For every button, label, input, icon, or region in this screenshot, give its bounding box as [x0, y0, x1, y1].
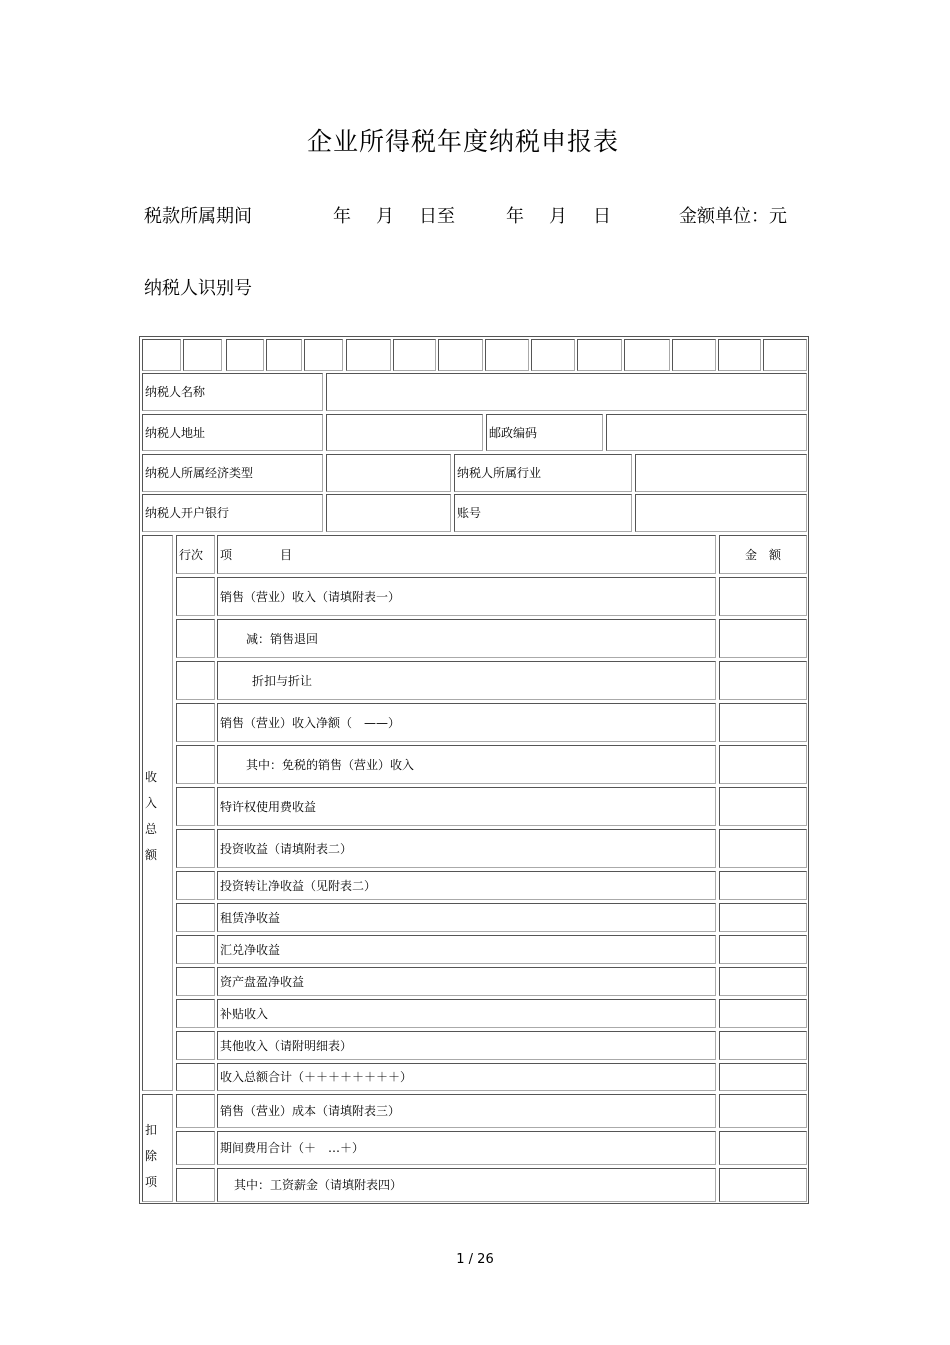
income-section-cell: [142, 535, 173, 1091]
period-month2: 月: [549, 206, 567, 227]
row-number-cell[interactable]: [176, 1063, 215, 1091]
taxpayer-name-field[interactable]: [326, 373, 807, 411]
amount-field[interactable]: [719, 577, 807, 616]
item-label: 投资收益（请填附表二）: [217, 829, 716, 868]
period-year2: 年: [506, 206, 524, 227]
account-label: 账号: [454, 494, 632, 532]
taxpayer-id-box[interactable]: [266, 339, 302, 371]
postcode-label: 邮政编码: [486, 414, 603, 451]
amount-field[interactable]: [719, 871, 807, 900]
row-number-cell[interactable]: [176, 871, 215, 900]
page-number: 1 / 26: [456, 1252, 494, 1267]
amount-field[interactable]: [719, 703, 807, 742]
period-year1: 年: [333, 206, 351, 227]
bank-label: 纳税人开户银行: [142, 494, 323, 532]
item-label: 销售（营业）成本（请填附表三）: [217, 1094, 716, 1128]
econ-type-field[interactable]: [326, 454, 451, 492]
taxpayer-id-box[interactable]: [346, 339, 391, 371]
amount-field[interactable]: [719, 1131, 807, 1165]
item-label: 租赁净收益: [217, 903, 716, 932]
amount-field[interactable]: [719, 999, 807, 1028]
row-number-cell[interactable]: [176, 1131, 215, 1165]
amount-field[interactable]: [719, 619, 807, 658]
section-char: 扣: [144, 1123, 157, 1137]
bank-field[interactable]: [326, 494, 451, 532]
taxpayer-id-box[interactable]: [577, 339, 622, 371]
item-label: 其中：工资薪金（请填附表四）: [217, 1168, 716, 1202]
taxpayer-id-box[interactable]: [393, 339, 436, 371]
taxpayer-id-box[interactable]: [485, 339, 529, 371]
taxpayer-id-box[interactable]: [531, 339, 575, 371]
page-title: 企业所得税年度纳税申报表: [306, 127, 619, 156]
taxpayer-id-box[interactable]: [763, 339, 807, 371]
row-number-cell[interactable]: [176, 745, 215, 784]
amount-field[interactable]: [719, 1094, 807, 1128]
amount-field[interactable]: [719, 935, 807, 964]
item-label: 折扣与折让: [217, 661, 716, 700]
row-number-cell[interactable]: [176, 787, 215, 826]
amount-field[interactable]: [719, 1168, 807, 1202]
row-no-header: 行次: [176, 535, 215, 574]
item-label: 其他收入（请附明细表）: [217, 1031, 716, 1060]
amount-header: 金 额: [719, 535, 807, 574]
taxpayer-id-box[interactable]: [718, 339, 761, 371]
taxpayer-id-box[interactable]: [304, 339, 343, 371]
section-char: 除: [144, 1149, 157, 1163]
section-char: 总: [144, 822, 157, 836]
row-number-cell[interactable]: [176, 999, 215, 1028]
section-char: 项: [144, 1175, 157, 1189]
item-label: 其中：免税的销售（营业）收入: [217, 745, 716, 784]
item-header: 项 目: [217, 535, 716, 574]
taxpayer-id-box[interactable]: [672, 339, 716, 371]
account-field[interactable]: [635, 494, 807, 532]
amount-unit: 金额单位：元: [679, 206, 787, 227]
item-label: 销售（营业）收入（请填附表一）: [217, 577, 716, 616]
row-number-cell[interactable]: [176, 903, 215, 932]
row-number-cell[interactable]: [176, 619, 215, 658]
period-day2: 日: [593, 206, 611, 227]
taxpayer-address-field[interactable]: [326, 414, 483, 451]
tax-form-table: [139, 336, 809, 1204]
item-label: 补贴收入: [217, 999, 716, 1028]
period-day-to: 日至: [419, 206, 455, 227]
row-number-cell[interactable]: [176, 829, 215, 868]
amount-field[interactable]: [719, 903, 807, 932]
taxpayer-id-box[interactable]: [142, 339, 181, 371]
econ-type-label: 纳税人所属经济类型: [142, 454, 323, 492]
row-number-cell[interactable]: [176, 1168, 215, 1202]
row-number-cell[interactable]: [176, 967, 215, 996]
row-number-cell[interactable]: [176, 935, 215, 964]
industry-label: 纳税人所属行业: [454, 454, 632, 492]
item-label: 销售（营业）收入净额（ ——）: [217, 703, 716, 742]
section-char: 收: [144, 770, 157, 784]
row-number-cell[interactable]: [176, 661, 215, 700]
amount-field[interactable]: [719, 967, 807, 996]
item-label: 汇兑净收益: [217, 935, 716, 964]
period-label: 税款所属期间: [144, 206, 252, 227]
amount-field[interactable]: [719, 787, 807, 826]
item-label: 收入总额合计（＋＋＋＋＋＋＋＋）: [217, 1063, 716, 1091]
amount-field[interactable]: [719, 1063, 807, 1091]
amount-field[interactable]: [719, 1031, 807, 1060]
amount-field[interactable]: [719, 661, 807, 700]
section-char: 入: [144, 796, 157, 810]
item-label: 减：销售退回: [217, 619, 716, 658]
amount-field[interactable]: [719, 829, 807, 868]
row-number-cell[interactable]: [176, 1031, 215, 1060]
row-number-cell[interactable]: [176, 1094, 215, 1128]
row-number-cell[interactable]: [176, 703, 215, 742]
taxpayer-id-box[interactable]: [624, 339, 670, 371]
industry-field[interactable]: [635, 454, 807, 492]
item-label: 特许权使用费收益: [217, 787, 716, 826]
taxpayer-id-box[interactable]: [183, 339, 222, 371]
taxpayer-id-label: 纳税人识别号: [144, 278, 252, 299]
amount-field[interactable]: [719, 745, 807, 784]
item-label: 期间费用合计（＋ …＋）: [217, 1131, 716, 1165]
taxpayer-address-label: 纳税人地址: [142, 414, 323, 451]
row-number-cell[interactable]: [176, 577, 215, 616]
period-month1: 月: [376, 206, 394, 227]
taxpayer-id-box[interactable]: [438, 339, 483, 371]
item-label: 投资转让净收益（见附表二）: [217, 871, 716, 900]
taxpayer-name-label: 纳税人名称: [142, 373, 323, 411]
deduction-section-cell: [142, 1094, 173, 1202]
item-label: 资产盘盈净收益: [217, 967, 716, 996]
taxpayer-id-box[interactable]: [226, 339, 264, 371]
section-char: 额: [144, 848, 157, 862]
postcode-field[interactable]: [606, 414, 807, 451]
